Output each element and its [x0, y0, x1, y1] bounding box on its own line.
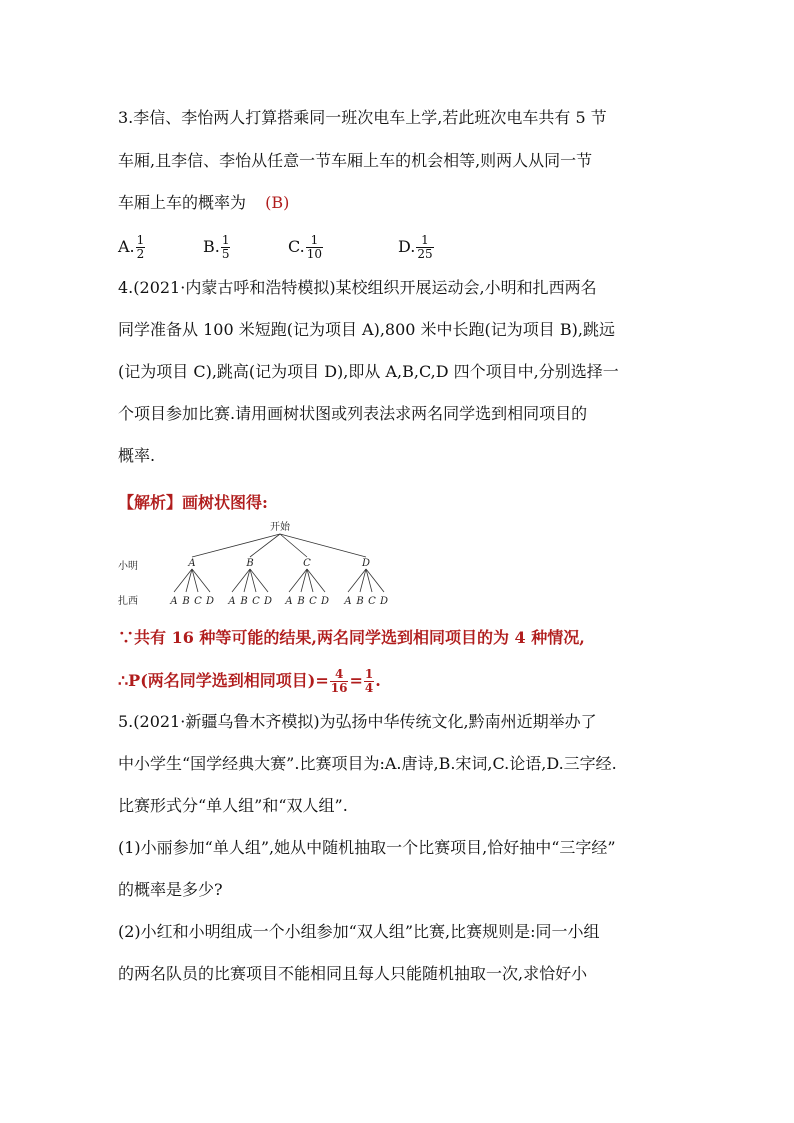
- q4-line-1: 4.(2021·内蒙古呼和浩特模拟)某校组织开展运动会,小明和扎西两名: [118, 278, 597, 297]
- q3-line-3: [118, 193, 289, 213]
- fraction-1-4: [364, 668, 374, 695]
- option-label: A.: [118, 237, 135, 256]
- fraction-denominator: 5: [221, 247, 230, 261]
- option-fraction: [306, 234, 323, 261]
- option-label: B.: [203, 237, 220, 256]
- q5-line-5: 的概率是多少?: [118, 880, 223, 899]
- tree-level2-nodes: [169, 596, 388, 607]
- tree-leaf-A-B: B: [182, 596, 190, 607]
- tree-level1-nodes: [187, 558, 370, 569]
- tree-leaf-B-A: A: [228, 596, 236, 607]
- q3-option-d: [398, 234, 435, 261]
- q5-line-7: 的两名队员的比赛项目不能相同且每人只能随机抽取一次,求恰好小: [118, 964, 588, 983]
- q3-option-a: [118, 234, 146, 261]
- fraction-numerator: 4: [330, 668, 349, 682]
- tree-leaf-C-D: D: [320, 596, 330, 607]
- q3-option-b: [203, 234, 231, 261]
- fraction-4-16: [330, 668, 349, 695]
- tree-node-C: C: [303, 558, 311, 569]
- tree-leaf-D-A: A: [344, 596, 352, 607]
- option-fraction: [136, 234, 146, 261]
- q3-line-3-text: 车厢上车的概率为: [118, 193, 247, 212]
- solution-heading: 【解析】画树状图得:: [118, 493, 268, 512]
- fraction-denominator: 4: [364, 681, 374, 695]
- tree-node-B: B: [246, 558, 254, 569]
- tree-leaf-C-A: A: [285, 596, 293, 607]
- equals-sign: =: [349, 671, 363, 690]
- option-fraction: [221, 234, 231, 261]
- tree-branches: [174, 534, 384, 592]
- tree-root-label: 开始: [270, 522, 290, 533]
- tree-leaf-D-D: D: [379, 596, 389, 607]
- fraction-denominator: 25: [417, 247, 433, 261]
- q3-answer: (B): [265, 193, 290, 212]
- q3-line-1: 3.李信、李怡两人打算搭乘同一班次电车上学,若此班次电车共有 5 节: [118, 108, 607, 127]
- tree-leaf-B-D: D: [263, 596, 273, 607]
- tree-node-D: D: [361, 558, 371, 569]
- option-label: C.: [288, 237, 305, 256]
- fraction-numerator: 1: [364, 667, 374, 681]
- q5-line-3: 比赛形式分“单人组”和“双人组”.: [118, 796, 348, 815]
- fraction-numerator: 1: [136, 233, 145, 247]
- fraction-denominator: 2: [136, 247, 145, 261]
- q3-option-c: [288, 234, 324, 261]
- tree-leaf-A-A: A: [170, 596, 178, 607]
- tree-leaf-C-B: B: [297, 596, 305, 607]
- option-fraction: [416, 234, 433, 261]
- solution-line-1: ∵共有 16 种等可能的结果,两名同学选到相同项目的为 4 种情况,: [118, 628, 585, 647]
- tree-leaf-C-C: C: [309, 596, 317, 607]
- fraction-numerator: 1: [306, 234, 323, 248]
- fraction-numerator: 1: [416, 234, 433, 248]
- q4-line-3: (记为项目 C),跳高(记为项目 D),即从 A,B,C,D 四个项目中,分别选择一: [118, 362, 619, 381]
- tree-leaf-A-C: C: [194, 596, 202, 607]
- option-label: D.: [398, 237, 416, 256]
- tree-diagram: [110, 514, 410, 614]
- q3-line-2: 车厢,且李信、李怡从任意一节车厢上车的机会相等,则两人从同一节: [118, 151, 593, 170]
- q5-line-2: 中小学生“国学经典大赛”.比赛项目为:A.唐诗,B.宋词,C.论语,D.三字经.: [118, 754, 617, 773]
- q4-line-2: 同学准备从 100 米短跑(记为项目 A),800 米中长跑(记为项目 B),跳远: [118, 320, 615, 339]
- tree-leaf-D-C: C: [368, 596, 376, 607]
- tree-leaf-B-C: C: [252, 596, 260, 607]
- q4-line-5: 概率.: [118, 446, 156, 465]
- tree-node-A: A: [188, 558, 196, 569]
- q5-line-1: 5.(2021·新疆乌鲁木齐模拟)为弘扬中华传统文化,黔南州近期举办了: [118, 712, 597, 731]
- tree-leaf-D-B: B: [356, 596, 364, 607]
- tree-level2-label: 扎西: [118, 596, 138, 607]
- q5-line-4: (1)小丽参加“单人组”,她从中随机抽取一个比赛项目,恰好抽中“三字经”: [118, 838, 616, 857]
- fraction-denominator: 10: [306, 247, 323, 261]
- q5-line-6: (2)小红和小明组成一个小组参加“双人组”比赛,比赛规则是:同一小组: [118, 922, 600, 941]
- tree-level1-label: 小明: [118, 561, 138, 572]
- solution-line-2-prefix: ∴P(两名同学选到相同项目)=: [118, 671, 329, 690]
- tree-branch-root-B: [250, 534, 280, 557]
- tree-leaf-A-D: D: [205, 596, 215, 607]
- fraction-denominator: 16: [330, 681, 348, 695]
- tree-branch-root-A: [192, 534, 280, 557]
- q4-line-4: 个项目参加比赛.请用画树状图或列表法求两名同学选到相同项目的: [118, 404, 588, 423]
- solution-line-2: [118, 668, 381, 695]
- tree-leaf-B-B: B: [240, 596, 248, 607]
- period: .: [375, 671, 381, 690]
- fraction-numerator: 1: [221, 233, 230, 247]
